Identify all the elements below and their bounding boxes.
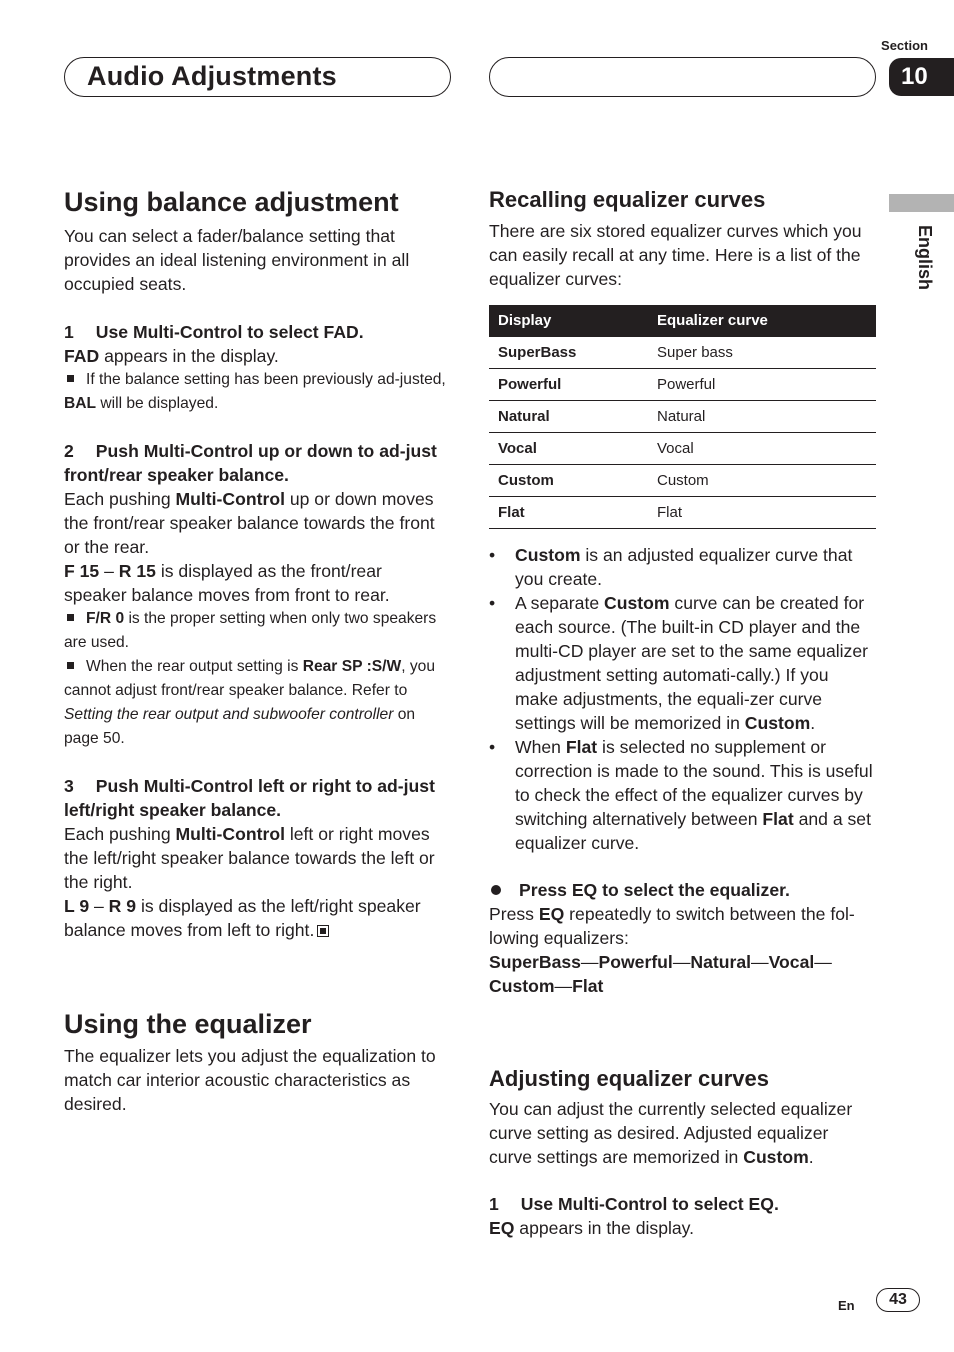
term: Rear SP :S/W [302, 658, 402, 675]
section-label: Section [881, 38, 928, 53]
table-header-row [489, 305, 876, 337]
term-bal: BAL [64, 395, 97, 412]
note-bullet-icon [67, 662, 74, 669]
text: , you cannot adjust front/rear speaker balance. Refer to [64, 658, 436, 699]
text: is displayed as the left/right speaker balance moves from left to right. [64, 896, 421, 940]
section-number-badge: 10 [889, 58, 954, 96]
term: Custom [515, 545, 581, 565]
balance-step-2-note-2 [64, 655, 449, 751]
term: L 9 [64, 896, 90, 916]
balance-step-3 [64, 774, 449, 822]
list-item [489, 735, 876, 855]
text: . [810, 713, 816, 733]
term: Flat [565, 737, 598, 757]
term: Custom [604, 593, 670, 613]
sequence-item: Flat [572, 976, 604, 996]
table-cell-curve: Vocal [648, 433, 876, 465]
adjust-intro [489, 1097, 876, 1169]
table-cell-display: Custom [489, 465, 648, 497]
term: R 15 [118, 561, 156, 581]
sequence-item: SuperBass [489, 952, 581, 972]
step-number: 3 [64, 776, 74, 796]
sequence-separator: — [672, 952, 691, 972]
list-item [489, 543, 876, 591]
sequence-item: Custom [489, 976, 555, 996]
text: and a set equalizer curve. [515, 809, 871, 853]
sequence-separator: — [814, 952, 832, 972]
term-multi-control: Multi-Control [175, 824, 285, 844]
term-multi-control: Multi-Control [175, 489, 285, 509]
page-number: 43 [876, 1288, 920, 1312]
text: A separate [515, 593, 605, 613]
step-title: Use Multi-Control to select EQ. [520, 1194, 779, 1214]
term: R 9 [108, 896, 137, 916]
note-bullet-icon [67, 614, 74, 621]
table-cell-display: Flat [489, 497, 648, 529]
balance-step-2-text-b [64, 559, 449, 607]
balance-step-3-text-a [64, 822, 449, 894]
table-cell-display: Powerful [489, 369, 648, 401]
step-title: Use Multi-Control to select FAD. [95, 322, 364, 342]
sequence-separator: — [554, 976, 573, 996]
table-cell-display: SuperBass [489, 337, 648, 369]
press-eq-text [489, 902, 876, 950]
right-column [489, 186, 876, 998]
recall-intro: There are six stored equalizer curves which you can easily recall at any time. Here is a list of the equalizer curves: [489, 221, 862, 289]
text: Press [489, 904, 539, 924]
term: F 15 [64, 561, 100, 581]
cross-reference: Setting the rear output and subwoofer controller [64, 706, 394, 723]
adjust-block [489, 1065, 876, 1240]
sequence-item: Vocal [768, 952, 815, 972]
sequence-item: Powerful [598, 952, 673, 972]
balance-step-1-note [64, 368, 449, 416]
text: left or right moves the left/right speaker balance towards the left or the right. [64, 824, 435, 892]
step-title: Press EQ to select the equalizer. [519, 880, 790, 900]
text: on page 50. [64, 706, 416, 747]
left-column [64, 186, 449, 942]
table-header-curve: Equalizer curve [648, 305, 876, 337]
text: If the balance setting has been previously ad-justed, [86, 371, 446, 388]
step-number: 2 [64, 441, 74, 461]
step-number: 1 [489, 1194, 499, 1214]
equalizer-intro-block [64, 1008, 449, 1116]
text: – [89, 896, 109, 916]
text: repeatedly to switch between the fol-lowing equalizers: [489, 904, 855, 948]
equalizer-sequence [489, 950, 876, 998]
term: F/R 0 [86, 610, 125, 627]
page-section-title: Audio Adjustments [87, 61, 337, 91]
term: Flat [762, 809, 794, 829]
header-empty-pill [489, 57, 876, 97]
text: appears in the display. [514, 1218, 695, 1238]
text: up or down moves the front/rear speaker balance towards the front or the rear. [64, 489, 435, 557]
language-tab-marker [889, 194, 954, 212]
text: appears in the display. [99, 346, 279, 366]
table-row [489, 433, 876, 465]
text: is the proper setting when only two speakers are used. [64, 610, 437, 651]
term: Custom [743, 1147, 809, 1167]
table-cell-curve: Custom [648, 465, 876, 497]
end-of-section-icon [317, 925, 329, 937]
step-title: Push Multi-Control left or right to ad-just left/right speaker balance. [64, 776, 435, 820]
table-row [489, 369, 876, 401]
balance-step-3-text-b [64, 894, 449, 942]
filled-circle-icon [491, 885, 501, 895]
text: is an adjusted equalizer curve that you create. [515, 545, 853, 589]
text: will be displayed. [96, 395, 219, 412]
balance-step-2-text-a [64, 487, 449, 559]
table-cell-curve: Flat [648, 497, 876, 529]
term-eq: EQ [489, 1218, 515, 1238]
text: – [99, 561, 119, 581]
text: is selected no supplement or correction is made to the sound. This is useful to check the effect of the equalizer curves by switching alternatively between [515, 737, 873, 829]
balance-intro: You can select a fader/balance setting that provides an ideal listening environment in all occupied seats. [64, 226, 410, 294]
balance-heading: Using balance adjustment [64, 187, 399, 217]
text: Each pushing [64, 489, 176, 509]
sequence-separator: — [751, 952, 769, 972]
text: curve can be created for each source. (The built-in CD player and the multi-CD player are set to the same equalizer adjustment setting automati-cally.) If you make adjustments, the equali-zer curve settings will be memorized in [515, 593, 869, 733]
text: When the rear output setting is [86, 658, 303, 675]
step-title: Push Multi-Control up or down to ad-just front/rear speaker balance. [64, 441, 437, 485]
balance-step-1 [64, 320, 449, 344]
balance-step-2-note-1 [64, 607, 449, 655]
table-row [489, 401, 876, 433]
adjust-heading: Adjusting equalizer curves [489, 1066, 769, 1091]
term-fad: FAD [64, 346, 100, 366]
equalizer-heading: Using the equalizer [64, 1009, 312, 1039]
term-eq: EQ [538, 904, 565, 924]
balance-step-2 [64, 439, 449, 487]
note-bullet-icon [67, 375, 74, 382]
table-cell-curve: Powerful [648, 369, 876, 401]
text: is displayed as the front/rear speaker balance moves from front to rear. [64, 561, 390, 605]
table-cell-curve: Super bass [648, 337, 876, 369]
text: Each pushing [64, 824, 176, 844]
table-header-display: Display [489, 305, 648, 337]
table-cell-display: Natural [489, 401, 648, 433]
term: Custom [744, 713, 811, 733]
sequence-item: Natural [690, 952, 752, 972]
text: . [808, 1147, 814, 1167]
language-tab-label: English [915, 225, 935, 291]
step-number: 1 [64, 322, 74, 342]
table-cell-curve: Natural [648, 401, 876, 433]
recall-bullet-list [489, 543, 876, 855]
list-item [489, 591, 876, 735]
press-eq-step [489, 878, 876, 902]
table-cell-display: Vocal [489, 433, 648, 465]
equalizer-intro: The equalizer lets you adjust the equalization to match car interior acoustic characteristics as desired. [64, 1046, 436, 1114]
text: When [515, 737, 566, 757]
footer-language: En [838, 1298, 855, 1313]
table-row [489, 497, 876, 529]
adjust-step-1-text [489, 1216, 876, 1240]
equalizer-curve-table [489, 305, 876, 529]
sequence-separator: — [580, 952, 599, 972]
header-title-pill [64, 57, 451, 97]
table-row [489, 337, 876, 369]
balance-step-1-text [64, 344, 449, 368]
adjust-step-1 [489, 1192, 876, 1216]
table-row [489, 465, 876, 497]
text: You can adjust the currently selected equalizer curve setting as desired. Adjusted equalizer curve settings are memorized in [489, 1099, 853, 1167]
recall-heading: Recalling equalizer curves [489, 187, 766, 212]
